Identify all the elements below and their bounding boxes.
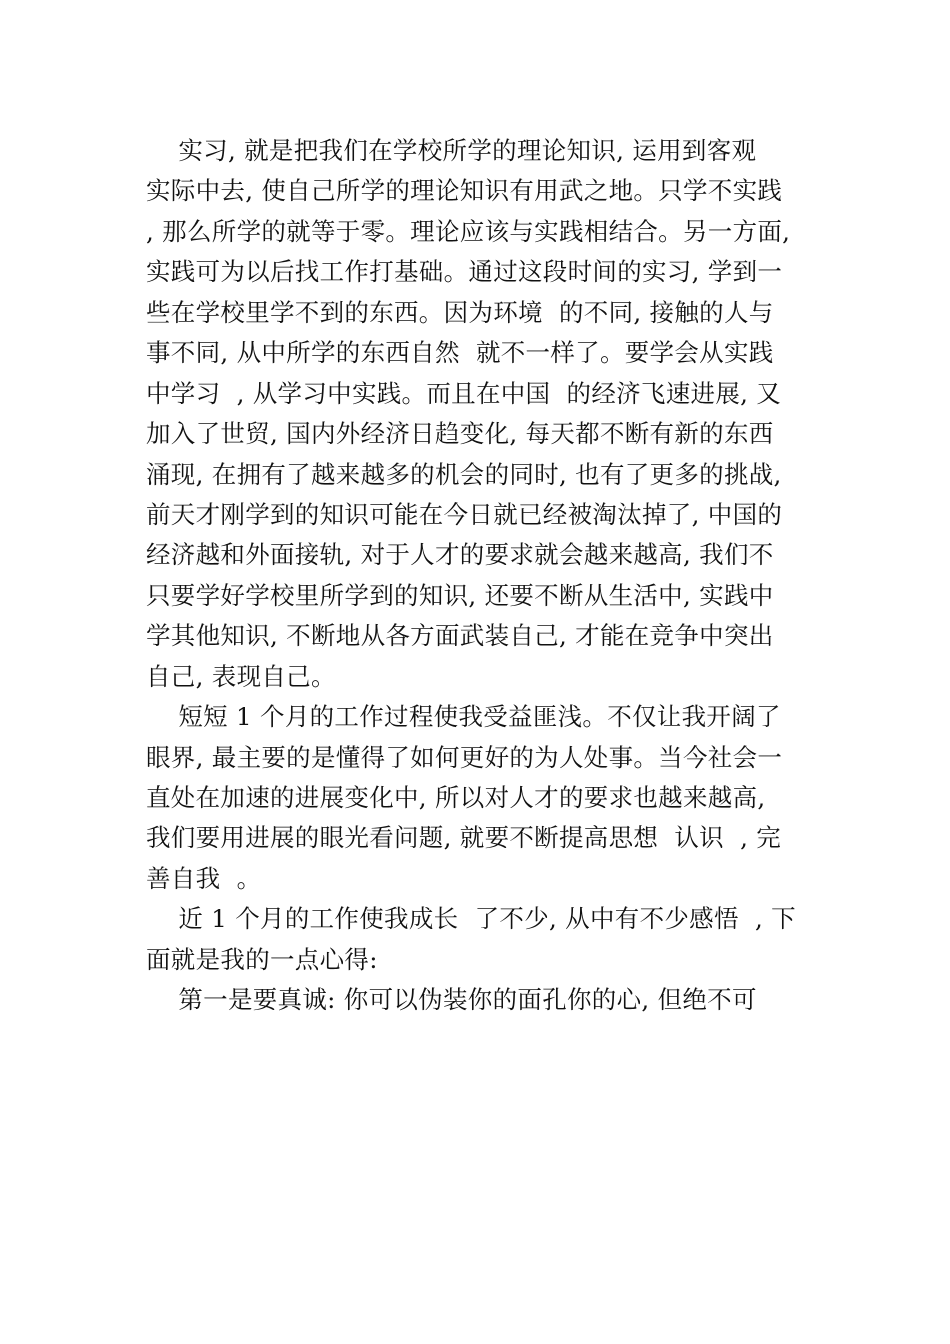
text-line: 中学习 , 从学习中实践。而且在中国 的经济飞速进展, 又 [146,378,782,408]
text-line: 些在学校里学不到的东西。因为环境 的不同, 接触的人与 [146,297,774,327]
text-line: 涌现, 在拥有了越来越多的机会的同时, 也有了更多的挑战, [146,459,782,489]
text-line: 我们要用进展的眼光看问题, 就要不断提高思想 认识 , 完 [146,823,782,853]
text-line: 直处在加速的进展变化中, 所以对人才的要求也越来越高, [146,783,766,812]
text-line: 前天才刚学到的知识可能在今日就已经被淘汰掉了, 中国的 [146,499,783,529]
text-line: 近 1 个月的工作使我成长 了不少, 从中有不少感悟 , 下 [146,904,796,934]
text-line: 自己, 表现自己。 [146,661,336,691]
text-line: 学其他知识, 不断地从各方面武装自己, 才能在竞争中突出 [146,621,774,651]
text-line: 只要学好学校里所学到的知识, 还要不断从生活中, 实践中 [146,580,774,610]
text-line: 实习, 就是把我们在学校所学的理论知识, 运用到客观 [146,136,757,165]
text-line: 短短 1 个月的工作过程使我受益匪浅。不仅让我开阔了 [146,702,781,732]
text-line: 第一是要真诚: 你可以伪装你的面孔你的心, 但绝不可 [146,985,757,1015]
text-line: 善自我 。 [146,863,262,893]
text-line: 经济越和外面接轨, 对于人才的要求就会越来越高, 我们不 [146,540,774,570]
body-text [146,131,818,1021]
text-line: 眼界, 最主要的是懂得了如何更好的为人处事。当今社会一 [146,742,783,772]
text-line: 加入了世贸, 国内外经济日趋变化, 每天都不断有新的东西 [146,419,774,449]
text-line: 实践可为以后找工作打基础。通过这段时间的实习, 学到一 [146,257,783,287]
text-line: , 那么所学的就等于零。理论应该与实践相结合。另一方面, [146,216,791,246]
text-line: 面就是我的一点心得: [146,944,378,974]
text-line: 事不同, 从中所学的东西自然 就不一样了。要学会从实践 [146,338,774,368]
text-line: 实际中去, 使自己所学的理论知识有用武之地。只学不实践 [146,176,783,206]
